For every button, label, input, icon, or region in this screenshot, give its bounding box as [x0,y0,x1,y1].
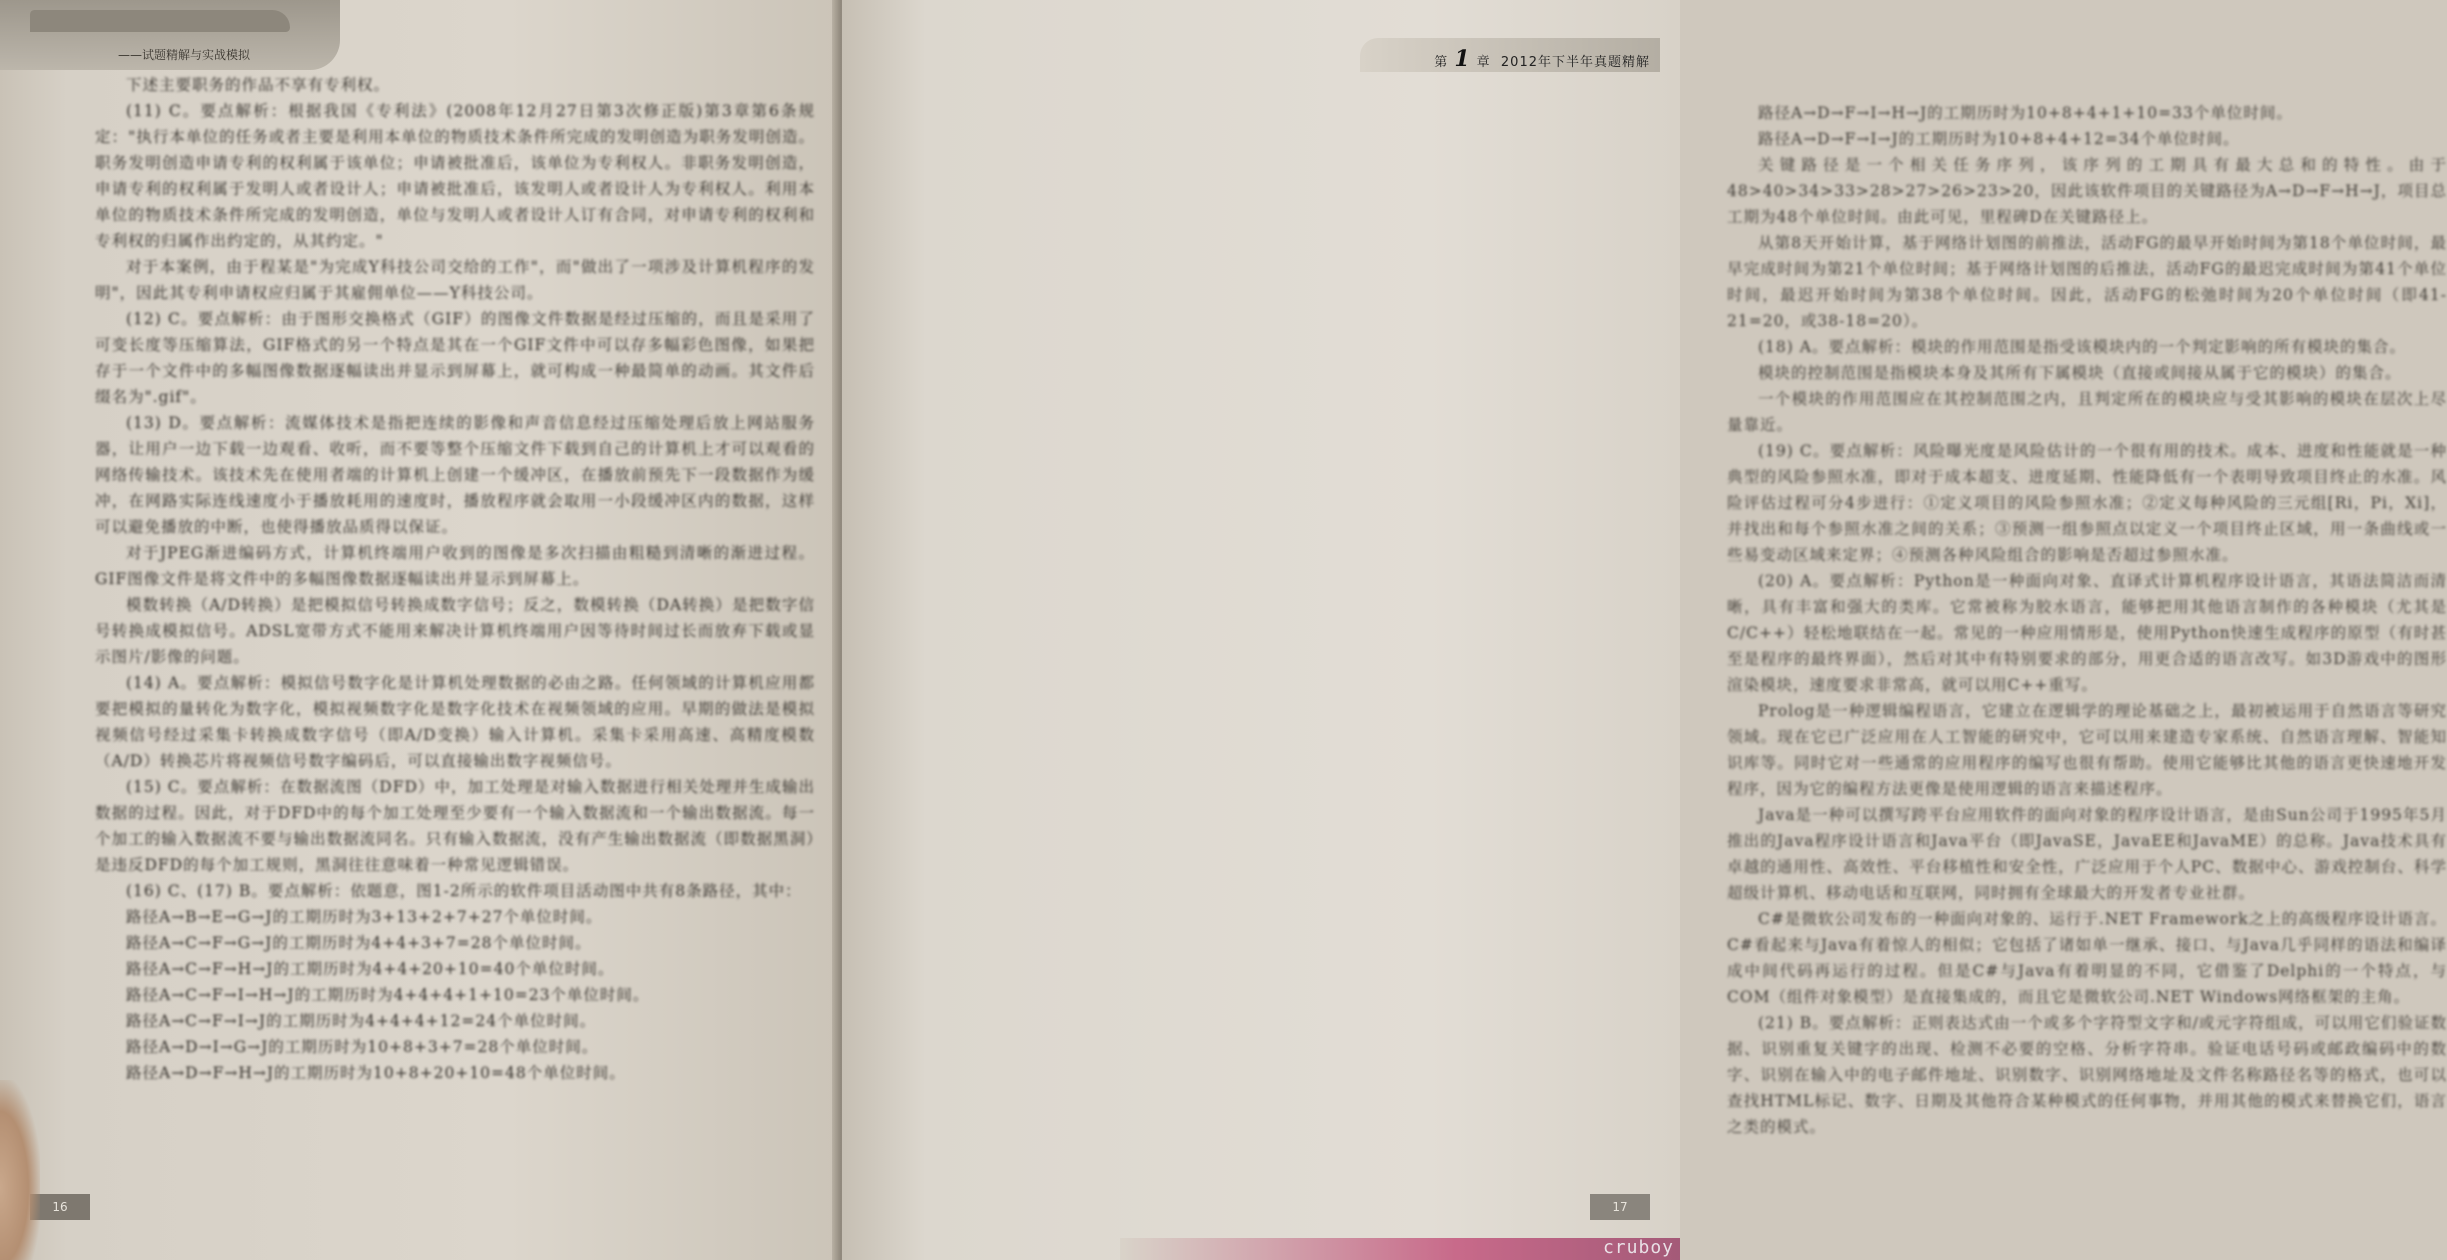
right-page-body [1727,100,2447,1140]
right-page [842,0,2447,1260]
left-header-band [0,0,340,70]
text-paragraph: 路径A→C→F→I→H→J的工期历时为4+4+4+1+10=23个单位时间。 [126,986,650,1004]
right-header-band [1360,38,1660,72]
text-paragraph: 路径A→D→F→I→J的工期历时为10+8+4+12=34个单位时间。 [1758,130,2240,148]
text-paragraph: (21) B。要点解析：正则表达式由一个或多个字符型文字和/或元字符组成，可以用它们验证数据、识别重复关键字的出现、检测不必要的空格、分析字符串。验证电话号码或邮政编码中的数字、识别在输入中的电子邮件地址、识别数字、识别网络地址及文件名称路径名等的格式，也可以查找HTML标记、数字、日期及其他符合某种模式的任何事物，并用其他的模式来替换它们，语言之类的模式。 [1727,1014,2447,1136]
text-paragraph: 一个模块的作用范围应在其控制范围之内，且判定所在的模块应与受其影响的模块在层次上尽量靠近。 [1727,390,2447,434]
background-cloth [1120,1238,1680,1260]
left-header-tab [30,10,290,32]
text-paragraph: 路径A→D→F→I→H→J的工期历时为10+8+4+1+10=33个单位时间。 [1758,104,2293,122]
text-paragraph: 路径A→D→F→H→J的工期历时为10+8+20+10=48个单位时间。 [126,1064,626,1082]
text-paragraph: 路径A→C→F→I→J的工期历时为4+4+4+12=24个单位时间。 [126,1012,597,1030]
right-page-number: 17 [1590,1194,1650,1220]
text-paragraph: (11) C。要点解析：根据我国《专利法》(2008年12月27日第3次修正版)第3章第6条规定："执行本单位的任务或者主要是利用本单位的物质技术条件所完成的发明创造为职务发明创造。职务发明创造申请专利的权利属于该单位；申请被批准后，该单位为专利权人。非职务发明创造，申请专利的权利属于发明人或者设计人；申请被批准后，该发明人或者设计人为专利权人。利用本单位的物质技术条件所完成的发明创造，单位与发明人或者设计人订有合同，对申请专利的权利和专利权的归属作出约定的，从其约定。" [95,102,815,250]
thumb-shadow [0,1080,40,1260]
text-paragraph: (19) C。要点解析：风险曝光度是风险估计的一个很有用的技术。成本、进度和性能就是一种典型的风险参照水准，即对于成本超支、进度延期、性能降低有一个表明导致项目终止的水准。风险评估过程可分4步进行：①定义项目的风险参照水准；②定义每种风险的三元组[Ri，Pi，Xi]，并找出和每个参照水准之间的关系；③预测一组参照点以定义一个项目终止区域，用一条曲线或一些易变动区域来定界；④预测各种风险组合的影响是否超过参照水准。 [1727,442,2447,564]
left-page-number: 16 [30,1194,90,1220]
chapter-number: 1 [1454,46,1471,72]
text-paragraph: 对于本案例，由于程某是"为完成Y科技公司交给的工作"，而"做出了一项涉及计算机程序的发明"，因此其专利申请权应归属于其雇佣单位——Y科技公司。 [95,258,815,302]
text-paragraph: 路径A→C→F→H→J的工期历时为4+4+20+10=40个单位时间。 [126,960,615,978]
text-paragraph: (12) C。要点解析：由于图形交换格式（GIF）的图像文件数据是经过压缩的，而且是采用了可变长度等压缩算法，GIF格式的另一个特点是其在一个GIF文件中可以存多幅彩色图像，如果把存于一个文件中的多幅图像数据逐幅读出并显示到屏幕上，就可构成一种最简单的动画。其文件后缀名为".gif"。 [95,310,815,406]
text-paragraph: 模数转换（A/D转换）是把模拟信号转换成数字信号；反之，数模转换（DA转换）是把数字信号转换成模拟信号。ADSL宽带方式不能用来解决计算机终端用户因等待时间过长而放弃下载或显示图片/影像的问题。 [95,596,815,666]
text-paragraph: C#是微软公司发布的一种面向对象的、运行于.NET Framework之上的高级程序设计语言。C#看起来与Java有着惊人的相似；它包括了诸如单一继承、接口、与Java几乎同样的语法和编译成中间代码再运行的过程。但是C#与Java有着明显的不同，它借鉴了Delphi的一个特点，与COM（组件对象模型）是直接集成的，而且它是微软公司.NET Windows网络框架的主角。 [1727,910,2447,1006]
chapter-suffix: 章 [1476,55,1491,70]
text-paragraph: (18) A。要点解析：模块的作用范围是指受该模块内的一个判定影响的所有模块的集合。 [1758,338,2406,356]
text-paragraph: (20) A。要点解析：Python是一种面向对象、直译式计算机程序设计语言，其语法简洁而清晰，具有丰富和强大的类库。它常被称为胶水语言，能够把用其他语言制作的各种模块（尤其是C/C++）轻松地联结在一起。常见的一种应用情形是，使用Python快速生成程序的原型（有时甚至是程序的最终界面），然后对其中有特别要求的部分，用更合适的语言改写。如3D游戏中的图形渲染模块，速度要求非常高，就可以用C++重写。 [1727,572,2447,694]
text-paragraph: Java是一种可以撰写跨平台应用软件的面向对象的程序设计语言，是由Sun公司于1995年5月推出的Java程序设计语言和Java平台（即JavaSE，JavaEE和JavaME）的总称。Java技术具有卓越的通用性、高效性、平台移植性和安全性，广泛应用于个人PC、数据中心、游戏控制台、科学超级计算机、移动电话和互联网，同时拥有全球最大的开发者专业社群。 [1727,806,2447,902]
left-header-subtitle: ——试题精解与实战模拟 [118,48,251,62]
left-page [0,0,840,1260]
text-paragraph: Prolog是一种逻辑编程语言，它建立在逻辑学的理论基础之上，最初被运用于自然语言等研究领域。现在它已广泛应用在人工智能的研究中，它可以用来建造专家系统、自然语言理解、智能知识库等。同时它对一些通常的应用程序的编写也很有帮助。使用它能够比其他的语言更快速地开发程序，因为它的编程方法更像是使用逻辑的语言来描述程序。 [1727,702,2447,798]
text-paragraph: (16) C、(17) B。要点解析：依题意，图1-2所示的软件项目活动图中共有8条路径，其中： [126,882,802,900]
watermark-text: cruboy [1602,1237,1674,1258]
text-paragraph: 路径A→C→F→G→J的工期历时为4+4+3+7=28个单位时间。 [126,934,592,952]
left-page-body [95,72,815,1086]
chapter-header [1434,46,1650,72]
text-paragraph: 模块的控制范围是指模块本身及其所有下属模块（直接或间接从属于它的模块）的集合。 [1758,364,2402,382]
text-paragraph: 路径A→D→I→G→J的工期历时为10+8+3+7=28个单位时间。 [126,1038,599,1056]
text-paragraph: (15) C。要点解析：在数据流图（DFD）中，加工处理是对输入数据进行相关处理并生成输出数据的过程。因此，对于DFD中的每个加工处理至少要有一个输入数据流和一个输出数据流。每一个加工的输入数据流不要与输出数据流同名。只有输入数据流，没有产生输出数据流（即数据黑洞）是违反DFD的每个加工规则，黑洞往往意味着一种常见逻辑错误。 [95,778,815,874]
text-paragraph: (14) A。要点解析：模拟信号数字化是计算机处理数据的必由之路。任何领域的计算机应用都要把模拟的量转化为数字化，模拟视频数字化是数字化技术在视频领域的应用。早期的做法是模拟视频信号经过采集卡转换成数字信号（即A/D变换）输入计算机。采集卡采用高速、高精度模数（A/D）转换芯片将视频信号数字编码后，可以直接输出数字视频信号。 [95,674,815,770]
text-paragraph: (13) D。要点解析：流媒体技术是指把连续的影像和声音信息经过压缩处理后放上网站服务器，让用户一边下载一边观看、收听，而不要等整个压缩文件下载到自己的计算机上才可以观看的网络传输技术。该技术先在使用者端的计算机上创建一个缓冲区，在播放前预先下一段数据作为缓冲，在网路实际连线速度小于播放耗用的速度时，播放程序就会取用一小段缓冲区内的数据，这样可以避免播放的中断，也使得播放品质得以保证。 [95,414,815,536]
chapter-prefix: 第 [1434,55,1449,70]
text-paragraph: 关键路径是一个相关任务序列，该序列的工期具有最大总和的特性。由于48>40>34>33>28>27>26>23>20，因此该软件项目的关键路径为A→D→F→H→J，项目总工期为48个单位时间。由此可见，里程碑D在关键路径上。 [1727,156,2447,226]
text-paragraph: 路径A→B→E→G→J的工期历时为3+13+2+7+27个单位时间。 [126,908,603,926]
text-paragraph: 从第8天开始计算，基于网络计划图的前推法，活动FG的最早开始时间为第18个单位时间，最早完成时间为第21个单位时间；基于网络计划图的后推法，活动FG的最迟完成时间为第41个单位时间，最迟开始时间为第38个单位时间。因此，活动FG的松弛时间为20个单位时间（即41-21=20，或38-18=20）。 [1727,234,2447,330]
text-paragraph: 对于JPEG渐进编码方式，计算机终端用户收到的图像是多次扫描由粗糙到清晰的渐进过程。GIF图像文件是将文件中的多幅图像数据逐幅读出并显示到屏幕上。 [95,544,815,588]
chapter-title: 2012年下半年真题精解 [1500,55,1650,70]
text-paragraph: 下述主要职务的作品不享有专利权。 [126,76,391,94]
